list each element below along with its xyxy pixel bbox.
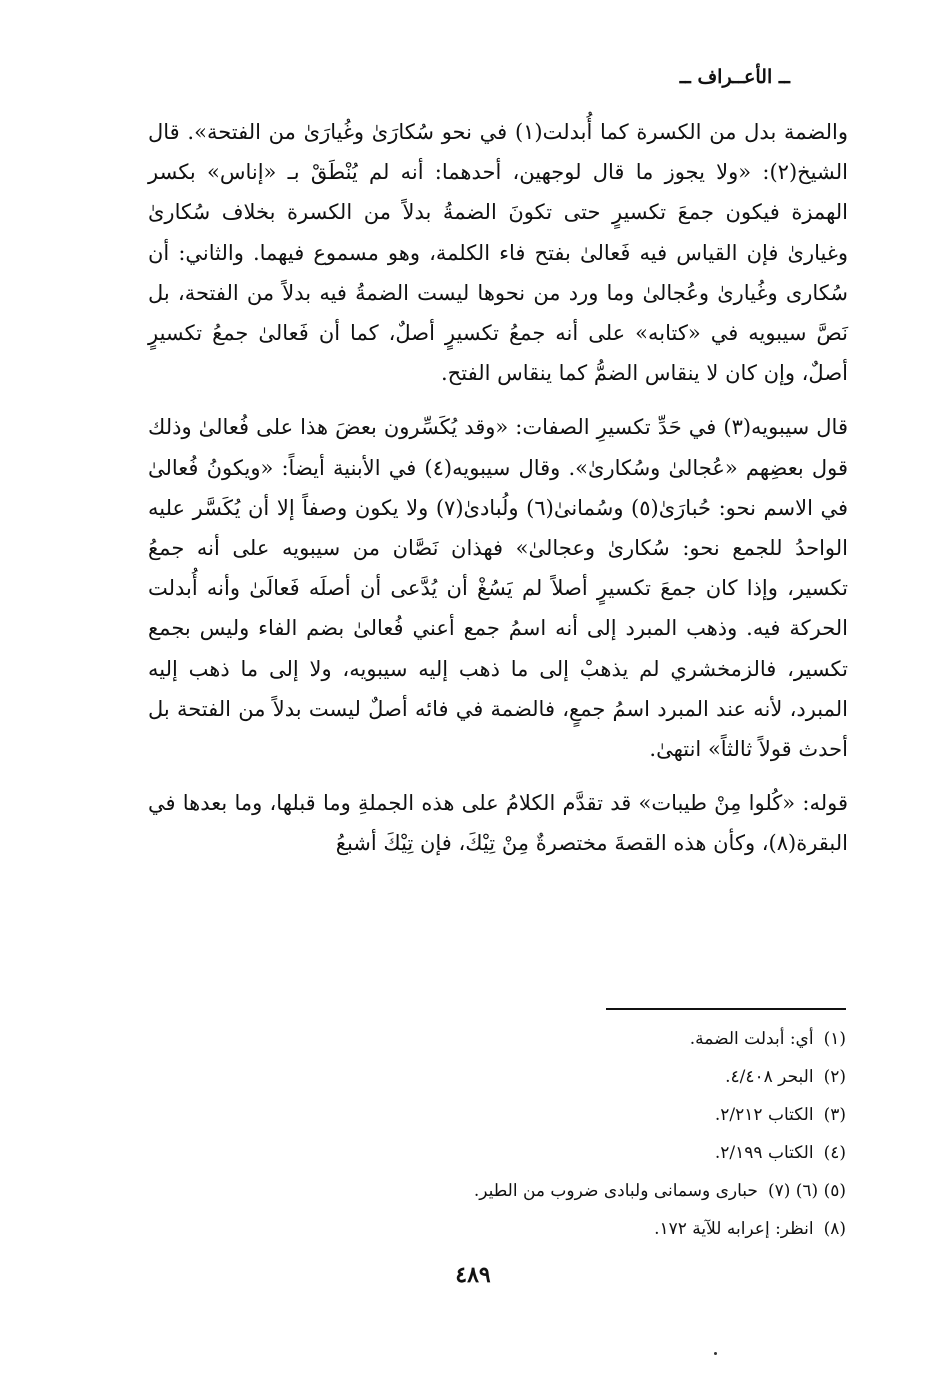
main-text <box>148 112 848 864</box>
footnote <box>226 1020 846 1058</box>
paragraph: قوله: «كُلوا مِنْ طيبات» قد تقدَّم الكلامُ على هذه الجملةِ وما قبلها، وما بعدها في البقرة(٨)، وكأن هذه القصةَ مختصرةٌ مِنْ تِيْكَ، فإن تِيْكَ أشبعُ <box>148 791 848 856</box>
footnote-number: (٤) <box>823 1143 846 1163</box>
footnotes <box>226 1020 846 1248</box>
footnote-text: حبارى وسمانى ولبادى ضروب من الطير. <box>473 1181 758 1201</box>
running-head: ــ الأعــراف ــ <box>679 66 790 88</box>
footnote-number: (٨) <box>823 1219 846 1239</box>
footnote-divider <box>606 1008 846 1010</box>
footnote-text: الكتاب ٢/٢١٢. <box>714 1105 814 1125</box>
footnote-number: (٣) <box>823 1105 846 1125</box>
footnote <box>226 1096 846 1134</box>
footnote <box>226 1210 846 1248</box>
footnote-number: (١) <box>823 1029 846 1049</box>
footnote-text: أي: أبدلت الضمة. <box>689 1029 814 1049</box>
paragraph: والضمة بدل من الكسرة كما أُبدلت(١) في نحو سُكارَىٰ وغُيارَىٰ من الفتحة». قال الشيخ(٢): «ولا يجوز ما قال لوجهين، أحدهما: أنه لم يُنْطَقْ بـ «إناس» بكسر الهمزة فيكون جمعَ تكسيرٍ حتى تكونَ الضمةُ بدلاً من الكسرة بخلاف سُكارىٰ وغيارىٰ فإن القياس فيه فَعالىٰ بفتح فاء الكلمة، وهو مسموع فيهما. والثاني: أن سُكارى وغُيارىٰ وعُجالىٰ وما ورد من نحوها ليست الضمةُ فيه بدلاً من الفتحة، بل نَصَّ سيبويه في «كتابه» على أنه جمعُ تكسيرٍ أصلٌ، كما أن فَعالىٰ جمعُ تكسيرٍ أصلٌ، وإن كان لا ينقاس الضمُّ كما ينقاس الفتح. <box>148 120 849 386</box>
scan-speck <box>714 1352 717 1355</box>
footnote-text: الكتاب ٢/١٩٩. <box>714 1143 814 1163</box>
footnote-number: (٢) <box>823 1067 846 1087</box>
footnote-number: (٥) (٦) (٧) <box>767 1181 846 1201</box>
footnote <box>226 1172 846 1210</box>
paragraph: قال سيبويه(٣) في حَدِّ تكسيرِ الصفات: «وقد يُكَسِّرون بعضَ هذا على فُعالىٰ وذلك قول بعضِهم «عُجالىٰ وسُكارىٰ». وقال سيبويه(٤) في الأبنية أيضاً: «ويكونُ فُعالىٰ في الاسم نحو: حُبارَىٰ(٥) وسُمانىٰ(٦) ولُبادىٰ(٧) ولا يكون وصفاً إلا أن يُكَسَّر عليه الواحدُ للجمع نحو: سُكارىٰ وعجالىٰ» فهذان نَصَّان من سيبويه على أنه جمعُ تكسير، وإذا كان جمعَ تكسيرٍ أصلاً لم يَسُغْ أن يُدَّعى أن أصلَه فَعالَىٰ وأنه أُبدلت الحركة فيه. وذهب المبرد إلى أنه اسمُ جمع أعني فُعالىٰ بضم الفاء وليس بجمع تكسير، فالزمخشري لم يذهبْ إلى ما ذهب إليه سيبويه، ولا إلى ما ذهب إليه المبرد، لأنه عند المبرد اسمُ جمعٍ، فالضمة في فائه أصلٌ ليست بدلاً من الفتحة بل أحدث قولاً ثالثاً» انتهىٰ. <box>148 415 849 762</box>
page-number: ٤٨٩ <box>455 1262 491 1288</box>
footnote-text: البحر ٤/٤٠٨. <box>725 1067 814 1087</box>
footnote-text: انظر: إعرابه للآية ١٧٢. <box>654 1219 814 1239</box>
footnote <box>226 1134 846 1172</box>
footnote <box>226 1058 846 1096</box>
